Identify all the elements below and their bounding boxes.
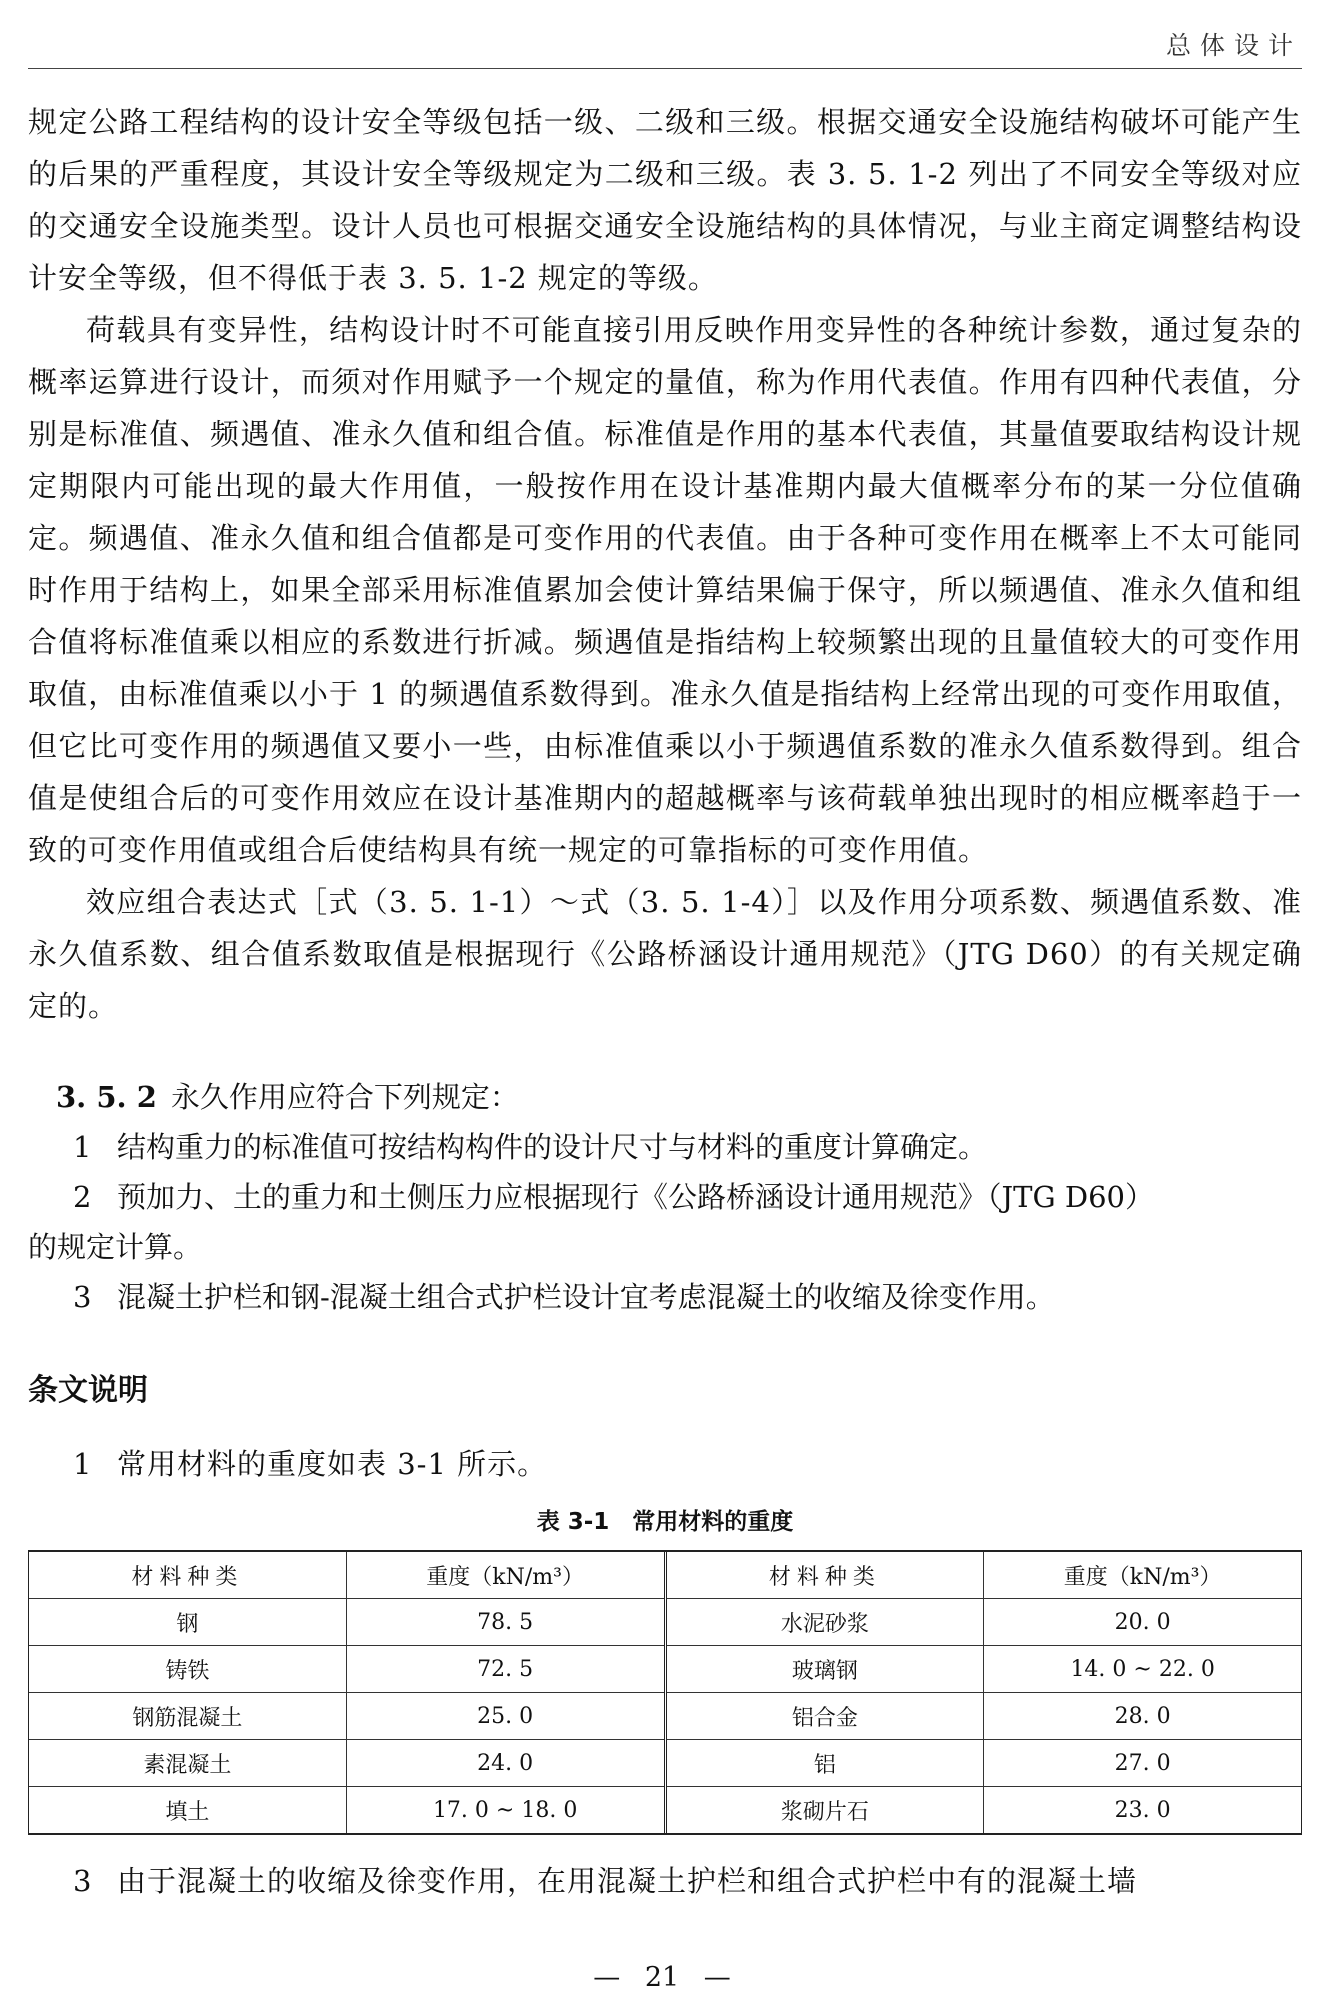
cell-material: 铝 bbox=[667, 1740, 984, 1787]
cell-material: 浆砌片石 bbox=[667, 1787, 984, 1834]
section-item bbox=[28, 1172, 1302, 1222]
footer-dash-left: — bbox=[593, 1962, 621, 1993]
cell-material: 铸铁 bbox=[29, 1646, 346, 1693]
item-text: 结构重力的标准值可按结构构件的设计尺寸与材料的重度计算确定。 bbox=[117, 1130, 988, 1164]
item-number: 1 bbox=[73, 1447, 93, 1481]
material-weight-table bbox=[28, 1550, 1302, 1835]
item-number: 3 bbox=[73, 1280, 92, 1314]
table-row bbox=[667, 1787, 1302, 1834]
item-number: 1 bbox=[73, 1130, 92, 1164]
cell-material: 水泥砂浆 bbox=[667, 1599, 984, 1646]
explanation-heading: 条文说明 bbox=[28, 1373, 148, 1408]
item-text: 预加力、土的重力和土侧压力应根据现行《公路桥涵设计通用规范》（JTG D60） bbox=[117, 1180, 1155, 1214]
cell-weight: 72. 5 bbox=[346, 1646, 663, 1693]
section-item bbox=[28, 1272, 1302, 1322]
table-caption: 表 3-1 常用材料的重度 bbox=[536, 1509, 794, 1535]
cell-material: 铝合金 bbox=[667, 1693, 984, 1740]
table-row bbox=[667, 1693, 1302, 1740]
cell-weight: 28. 0 bbox=[984, 1693, 1301, 1740]
table-row bbox=[667, 1599, 1302, 1646]
cell-weight: 23. 0 bbox=[984, 1787, 1301, 1834]
item-number: 2 bbox=[73, 1180, 92, 1214]
item-text: 常用材料的重度如表 3-1 所示。 bbox=[117, 1447, 548, 1481]
cell-material: 填土 bbox=[29, 1787, 346, 1834]
cell-material: 钢筋混凝土 bbox=[29, 1693, 346, 1740]
table-row bbox=[29, 1646, 664, 1693]
paragraph-combination-formula: 效应组合表达式［式（3. 5. 1-1）～式（3. 5. 1-4）］以及作用分项系数、频遇值系数、准永久值系数、组合值系数取值是根据现行《公路桥涵设计通用规范》（JTG D60）的有关规定确定的。 bbox=[28, 885, 1302, 1023]
cell-weight: 27. 0 bbox=[984, 1740, 1301, 1787]
explanation-item bbox=[28, 1855, 1302, 1907]
table-left-half bbox=[29, 1552, 664, 1833]
section-number: 3. 5. 2 bbox=[56, 1080, 157, 1114]
table-row bbox=[667, 1740, 1302, 1787]
cell-material: 玻璃钢 bbox=[667, 1646, 984, 1693]
cell-weight: 25. 0 bbox=[346, 1693, 663, 1740]
footer-dash-right: — bbox=[703, 1962, 731, 1993]
table-row bbox=[667, 1646, 1302, 1693]
running-header-title: 总体设计 bbox=[1165, 31, 1302, 60]
cell-weight: 24. 0 bbox=[346, 1740, 663, 1787]
item-number: 3 bbox=[73, 1864, 93, 1898]
table-right-half bbox=[664, 1552, 1302, 1833]
item-continuation: 的规定计算。 bbox=[28, 1230, 203, 1264]
paragraph-representative-values: 荷载具有变异性，结构设计时不可能直接引用反映作用变异性的各种统计参数，通过复杂的概率运算进行设计，而须对作用赋予一个规定的量值，称为作用代表值。作用有四种代表值，分别是标准值、频遇值、准永久值和组合值。标准值是作用的基本代表值，其量值要取结构设计规定期限内可能出现的最大作用值，一般按作用在设计基准期内最大值概率分布的某一分位值确定。频遇值、准永久值和组合值都是可变作用的代表值。由于各种可变作用在概率上不太可能同时作用于结构上，如果全部采用标准值累加会使计算结果偏于保守，所以频遇值、准永久值和组合值将标准值乘以相应的系数进行折减。频遇值是指结构上较频繁出现的且量值较大的可变作用取值，由标准值乘以小于 1 的频遇值系数得到。准永久值是指结构上经常出现的可变作用取值，但它比可变作用的频遇值又要小一些，由标准值乘以小于频遇值系数的准永久值系数得到。组合值是使组合后的可变作用效应在设计基准期内的超越概率与该荷载单独出现时的相应概率趋于一致的可变作用值或组合后使结构具有统一规定的可靠指标的可变作用值。 bbox=[28, 313, 1302, 867]
cell-material: 素混凝土 bbox=[29, 1740, 346, 1787]
explanation-item bbox=[28, 1438, 1302, 1490]
table-row bbox=[29, 1787, 664, 1834]
cell-material: 钢 bbox=[29, 1599, 346, 1646]
col-header-material: 材料种类 bbox=[667, 1552, 984, 1599]
paragraph-safety-level: 规定公路工程结构的设计安全等级包括一级、二级和三级。根据交通安全设施结构破坏可能产生的后果的严重程度，其设计安全等级规定为二级和三级。表 3. 5. 1-2 列出了不同安全等级对应的交通安全设施类型。设计人员也可根据交通安全设施结构的具体情况，与业主商定调整结构设计安全等级，但不得低于表 3. 5. 1-2 规定的等级。 bbox=[28, 105, 1302, 295]
col-header-weight: 重度（kN/m³） bbox=[346, 1552, 663, 1599]
page-content bbox=[28, 96, 1302, 1907]
table-row bbox=[29, 1693, 664, 1740]
section-title: 永久作用应符合下列规定： bbox=[170, 1080, 519, 1114]
col-header-weight: 重度（kN/m³） bbox=[984, 1552, 1301, 1599]
item-text: 由于混凝土的收缩及徐变作用，在用混凝土护栏和组合式护栏中有的混凝土墙 bbox=[117, 1864, 1138, 1898]
cell-weight: 17. 0 ~ 18. 0 bbox=[346, 1787, 663, 1834]
section-item bbox=[28, 1122, 1302, 1172]
page-number: 21 bbox=[644, 1962, 680, 1993]
col-header-material: 材料种类 bbox=[29, 1552, 346, 1599]
table-row bbox=[29, 1740, 664, 1787]
table-row bbox=[29, 1599, 664, 1646]
section-heading bbox=[28, 1072, 1302, 1122]
cell-weight: 20. 0 bbox=[984, 1599, 1301, 1646]
item-text: 混凝土护栏和钢-混凝土组合式护栏设计宜考虑混凝土的收缩及徐变作用。 bbox=[117, 1280, 1055, 1314]
page-footer bbox=[0, 1962, 1324, 1993]
cell-weight: 14. 0 ~ 22. 0 bbox=[984, 1646, 1301, 1693]
header-rule bbox=[28, 68, 1302, 69]
cell-weight: 78. 5 bbox=[346, 1599, 663, 1646]
